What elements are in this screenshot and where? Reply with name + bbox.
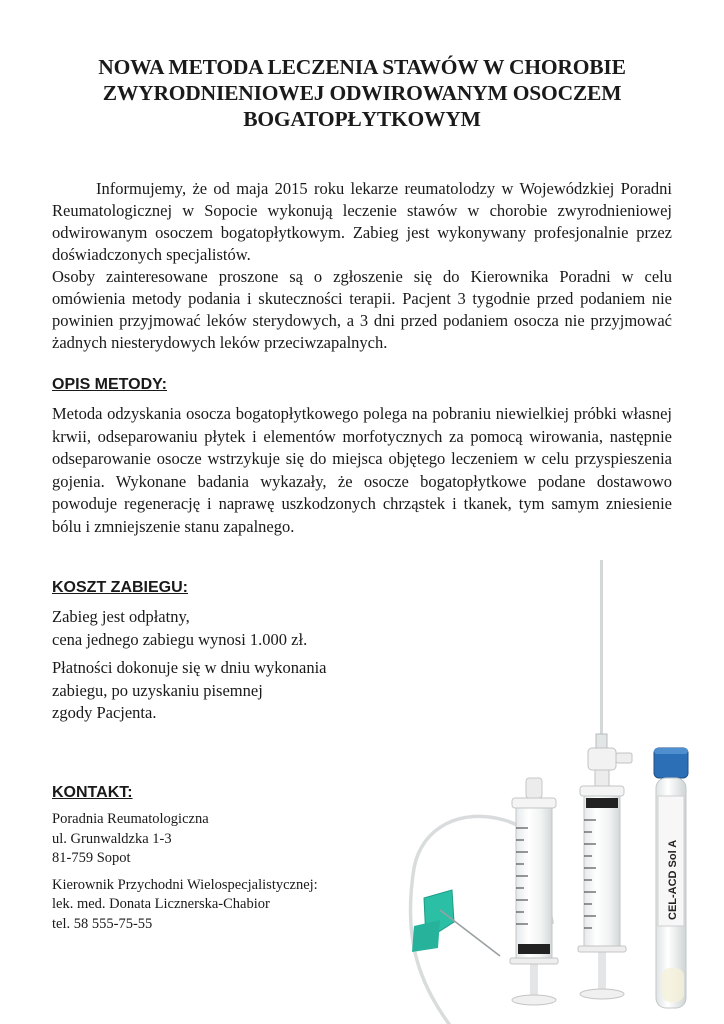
syringe-barrel [516,808,552,958]
cost-line-3: Płatności dokonuje się w dniu wykonania [52,658,327,677]
syringe-with-needle [578,560,632,999]
contact-section [52,810,372,941]
intro-section [52,178,672,354]
cost-price-paragraph [52,606,392,651]
page-title [40,54,684,132]
clinic-street: ul. Grunwaldzka 1-3 [52,830,172,847]
clinic-address [52,810,372,869]
title-line-1: NOWA METODA LECZENIA STAWÓW W CHOROBIE [98,55,626,79]
cost-heading: KOSZT ZABIEGU: [52,579,188,596]
cost-line-2: cena jednego zabiegu wynosi 1.000 zł. [52,629,308,649]
manager-name: lek. med. Donata Licznerska-Chabior [52,896,270,912]
method-heading: OPIS METODY: [52,376,167,393]
stopcock-valve [588,748,616,770]
tube-label-text: CEL-ACD Sol A [667,839,679,920]
plunger-stopper [518,944,550,954]
cost-line-5: zgody Pacjenta. [52,703,157,722]
cost-section [52,606,392,731]
blood-collection-tube [654,748,688,1008]
method-description: Metoda odzyskania osocza bogatopłytkowego polega na pobraniu niewielkiej próbki własnej krwii, odseparowaniu płytek i elementów morfotycznych za pomocą wirowania, następnie odseparowanie osocze wstrzykuje się do miejsca objętego leczeniem w celu przyspieszenia gojenia. Wykonane badania wykazały, że osocze bogatopłytkowe podane dostawowo powoduje regenerację i naprawę uszkodzonych chrząstek i tkanek, tym samym zniesienie bólu i zmniejszenie stanu zapalnego. [52,404,672,536]
needle-shaft [440,910,500,956]
cost-line-1: Zabieg jest odpłatny, [52,607,190,626]
cost-line-4: zabiegu, po uzyskaniu pisemnej [52,680,263,700]
intro-paragraph-2: Osoby zainteresowane proszone są o zgłoszenie się do Kierownika Poradni w celu omówienia metody podania i skuteczności terapii. Pacjent 3 tygodnie przed podaniem nie powinien przyjmować leków sterydowych, a 3 dni przed podaniem osocza nie przyjmować żadnych niesterydowych leków przeciwzapalnych. [52,267,672,352]
intro-paragraph-1: Informujemy, że od maja 2015 roku lekarze reumatolodzy w Wojewódzkiej Poradni Reumatologicznej w Sopocie wykonują leczenie stawów w chorobie zwyrodnieniowej odwirowanym osoczem bogatopłytkowym. Zabieg jest wykonywany profesjonalnie przez doświadczonych specjalistów. [52,179,672,264]
separation-gel [662,968,684,1002]
manager-info [52,876,372,935]
syringe-small [510,778,558,1005]
medical-equipment-photo [392,548,724,1024]
title-line-2: ZWYRODNIENIOWEJ ODWIROWANYM OSOCZEM [102,81,622,105]
contact-heading: KONTAKT: [52,784,133,801]
cost-payment-paragraph [52,657,392,725]
clinic-city: 81-759 Sopot [52,850,131,866]
syringe-barrel-2 [584,796,620,946]
clinic-name: Poradnia Reumatologiczna [52,811,209,827]
manager-role: Kierownik Przychodni Wielospecjalistycznej: [52,876,318,893]
plunger-stopper-2 [586,798,618,808]
clinic-phone: tel. 58 555-75-55 [52,915,153,932]
butterfly-wing-lower [412,920,440,952]
title-line-3: BOGATOPŁYTKOWYM [243,107,481,131]
long-needle [600,560,603,740]
